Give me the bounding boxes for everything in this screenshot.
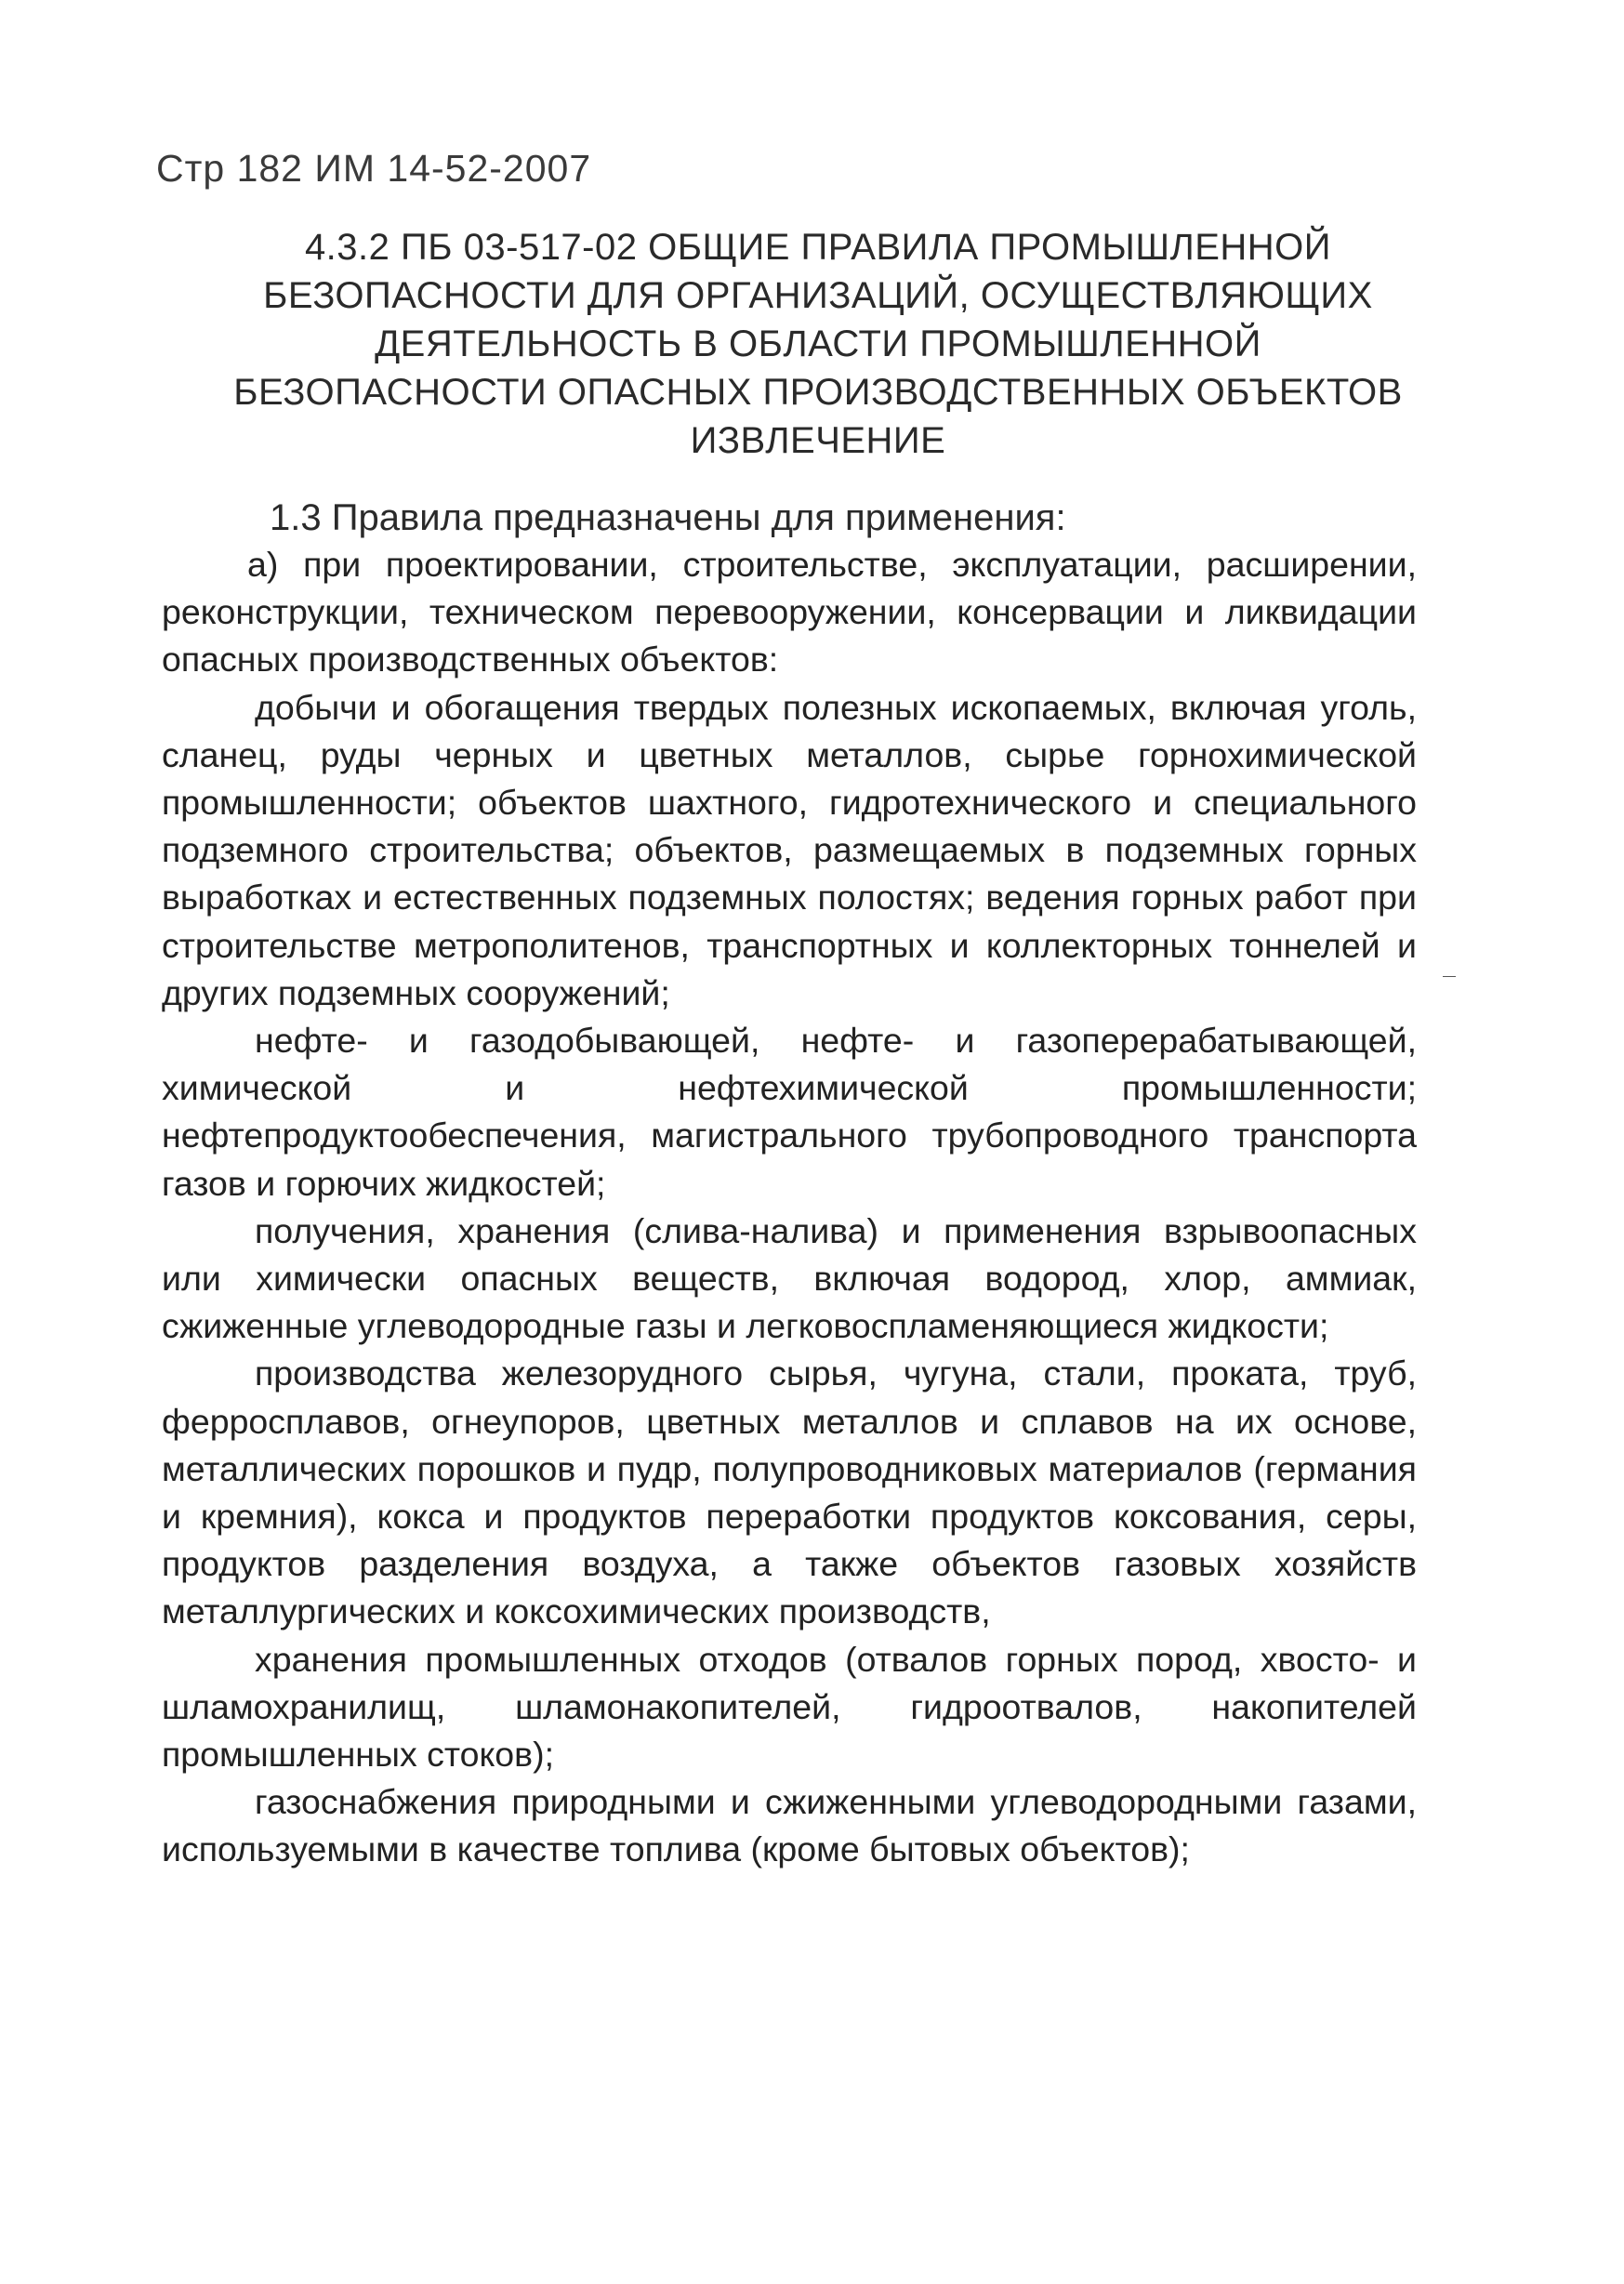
title-line: БЕЗОПАСНОСТИ ОПАСНЫХ ПРОИЗВОДСТВЕННЫХ ОБЪЕКТОВ bbox=[233, 372, 1403, 413]
paragraph: добычи и обогащения твердых полезных ископаемых, включая уголь, сланец, руды черных и цветных металлов, сырье горнохимической промышленности; объектов шахтного, гидротехнического и специального подземного строительства; объектов, размещаемых в подземных горных выработках и естественных подземных полостях; ведения горных работ при строительстве метрополитенов, транспортных и коллекторных тоннелей и других подземных сооружений; bbox=[162, 687, 1417, 1012]
paragraph: производства железорудного сырья, чугуна, стали, проката, труб, ферросплавов, огнеупоров, цветных металлов и сплавов на их основе, металлических порошков и пудр, полупроводниковых материалов (германия и кремния), кокса и продуктов переработки продуктов коксования, серы, продуктов разделения воздуха, а также объектов газовых хозяйств металлургических и коксохимических производств, bbox=[162, 1353, 1417, 1631]
page-header: Стр 182 ИМ 14-52-2007 bbox=[156, 147, 592, 190]
paragraph: получения, хранения (слива-налива) и применения взрывоопасных или химически опасных веществ, включая водород, хлор, аммиак, сжиженные углеводородные газы и легковоспламеняющиеся жидкости; bbox=[162, 1210, 1417, 1346]
paragraph: газоснабжения природными и сжиженными углеводородными газами, используемыми в качестве топлива (кроме бытовых объектов); bbox=[162, 1782, 1417, 1869]
title-line: 4.3.2 ПБ 03-517-02 ОБЩИЕ ПРАВИЛА ПРОМЫШЛЕННОЙ bbox=[304, 227, 1332, 268]
paragraph: хранения промышленных отходов (отвалов горных пород, хвосто- и шламохранилищ, шламонакопителей, гидроотвалов, накопителей промышленных стоков); bbox=[162, 1639, 1417, 1775]
document-title bbox=[186, 223, 1450, 465]
document-body bbox=[162, 541, 1417, 1874]
paragraph: а) при проектировании, строительстве, эксплуатации, расширении, реконструкции, техническом перевооружении, консервации и ликвидации опасных производственных объектов: bbox=[162, 545, 1417, 680]
title-line: ИЗВЛЕЧЕНИЕ bbox=[690, 420, 946, 461]
paragraph: нефте- и газодобывающей, нефте- и газоперерабатывающей, химической и нефтехимической промышленности; нефтепродуктообеспечения, магистрального трубопроводного транспорта газов и горючих жидкостей; bbox=[162, 1021, 1417, 1203]
section-intro: 1.3 Правила предназначены для применения: bbox=[270, 497, 1066, 538]
title-line: ДЕЯТЕЛЬНОСТЬ В ОБЛАСТИ ПРОМЫШЛЕННОЙ bbox=[375, 323, 1261, 364]
margin-mark bbox=[1443, 976, 1456, 977]
title-line: БЕЗОПАСНОСТИ ДЛЯ ОРГАНИЗАЦИЙ, ОСУЩЕСТВЛЯЮЩИХ bbox=[263, 275, 1373, 316]
